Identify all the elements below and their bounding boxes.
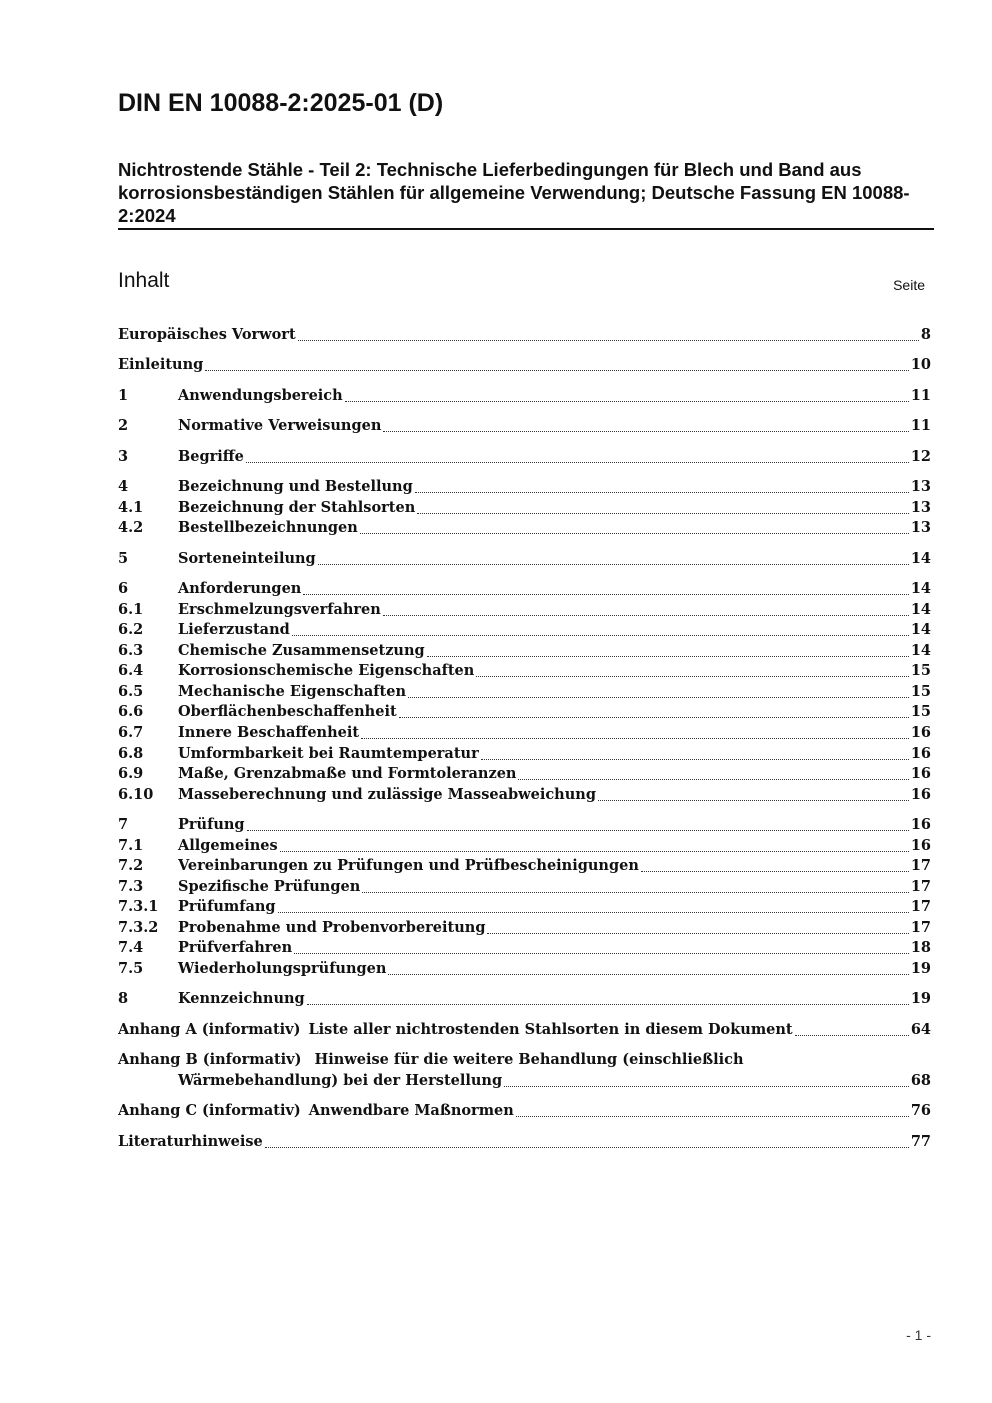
toc-entry-label: Vereinbarungen zu Prüfungen und Prüfbescheinigungen	[178, 857, 639, 874]
toc-entry-label: Prüfung	[178, 816, 245, 833]
toc-entry[interactable]	[118, 764, 931, 784]
toc-entry[interactable]	[118, 938, 931, 958]
toc-entry[interactable]	[118, 702, 931, 722]
annex-head: Anhang A (informativ)	[118, 1021, 301, 1038]
dot-leader	[294, 952, 909, 954]
dot-leader	[408, 696, 909, 698]
toc-entry[interactable]	[118, 836, 931, 856]
dot-leader	[278, 911, 909, 913]
toc-entry-label: Sorteneinteilung	[178, 550, 316, 567]
toc-entry[interactable]	[118, 498, 931, 518]
dot-leader	[487, 932, 908, 934]
toc-entry-label: Erschmelzungsverfahren	[178, 601, 381, 618]
toc-entry-number: 3	[118, 448, 129, 465]
toc-entry-label: Mechanische Eigenschaften	[178, 683, 406, 700]
annex-title-continuation: Wärmebehandlung) bei der Herstellung	[178, 1072, 503, 1089]
dot-leader	[427, 655, 909, 657]
toc-entry[interactable]	[118, 325, 931, 345]
toc-entry-page: 13	[910, 499, 931, 516]
dot-leader	[795, 1034, 909, 1036]
toc-entry-number: 7.3.2	[118, 919, 159, 936]
toc-entry[interactable]	[118, 579, 931, 599]
dot-leader	[265, 1146, 909, 1148]
dot-leader	[360, 532, 909, 534]
toc-entry-number: 4	[118, 478, 129, 495]
toc-entry-label: Spezifische Prüfungen	[178, 878, 361, 895]
toc-entry-label: Anwendungsbereich	[178, 387, 343, 404]
toc-entry-page: 8	[920, 326, 931, 343]
document-subtitle: Nichtrostende Stähle - Teil 2: Technische Lieferbedingungen für Blech und Band aus korrosionsbeständigen Stählen für allgemeine Verwendung; Deutsche Fassung EN 10088-2:2024	[118, 159, 910, 226]
toc-entry[interactable]	[118, 918, 931, 938]
dot-leader	[292, 634, 909, 636]
toc-entry[interactable]	[118, 477, 931, 497]
toc-entry-bibliography[interactable]	[118, 1132, 931, 1152]
toc-entry[interactable]	[118, 386, 931, 406]
table-of-contents	[118, 0, 931, 1403]
toc-entry[interactable]	[118, 897, 931, 917]
toc-entry-number: 1	[118, 387, 129, 404]
toc-entry-number: 7	[118, 816, 129, 833]
toc-entry[interactable]	[118, 641, 931, 661]
toc-entry-number: 6.3	[118, 642, 144, 659]
toc-entry-label: Bezeichnung und Bestellung	[178, 478, 413, 495]
document-title: DIN EN 10088-2:2025-01 (D)	[118, 89, 444, 117]
toc-entry-label: Chemische Zusammensetzung	[178, 642, 425, 659]
toc-entry-label: Lieferzustand	[178, 621, 290, 638]
toc-entry-page: 16	[910, 745, 931, 762]
toc-entry[interactable]	[118, 661, 931, 681]
dot-leader	[476, 675, 909, 677]
dot-leader	[504, 1085, 909, 1087]
toc-entry-page: 17	[910, 878, 931, 895]
dot-leader	[415, 491, 909, 493]
toc-entry[interactable]	[118, 518, 931, 538]
toc-entry[interactable]	[118, 989, 931, 1009]
toc-annex-entry[interactable]	[118, 1101, 931, 1121]
toc-entry-number: 6.6	[118, 703, 144, 720]
toc-entry-number: 6.1	[118, 601, 144, 618]
dot-leader	[247, 829, 909, 831]
toc-entry-number: 6.8	[118, 745, 144, 762]
toc-entry-label: Innere Beschaffenheit	[178, 724, 360, 741]
toc-annex-entry[interactable]	[118, 1050, 931, 1070]
dot-leader	[388, 973, 908, 975]
toc-entry-label: Probenahme und Probenvorbereitung	[178, 919, 486, 936]
toc-entry-page: 16	[910, 837, 931, 854]
dot-leader	[399, 716, 909, 718]
dot-leader	[417, 512, 909, 514]
toc-entry[interactable]	[118, 744, 931, 764]
annex-title: Anwendbare Maßnormen	[308, 1102, 514, 1119]
toc-entry[interactable]	[118, 600, 931, 620]
toc-entry-number: 7.5	[118, 960, 144, 977]
toc-entry[interactable]	[118, 856, 931, 876]
toc-entry-number: 6.2	[118, 621, 144, 638]
toc-entry-page: 14	[910, 580, 931, 597]
toc-entry-page: 10	[910, 356, 931, 373]
dot-leader	[280, 850, 909, 852]
toc-entry[interactable]	[118, 815, 931, 835]
toc-entry-label: Wiederholungsprüfungen	[178, 960, 387, 977]
toc-entry-label: Einleitung	[118, 356, 204, 373]
toc-entry-page: 17	[910, 857, 931, 874]
toc-entry-page: 19	[910, 990, 931, 1007]
toc-entry-number: 7.3.1	[118, 898, 159, 915]
toc-entry-page: 17	[910, 898, 931, 915]
toc-entry-label: Europäisches Vorwort	[118, 326, 296, 343]
dot-leader	[481, 758, 909, 760]
toc-entry-number: 8	[118, 990, 129, 1007]
toc-entry-page: 14	[910, 642, 931, 659]
toc-entry-label: Kennzeichnung	[178, 990, 305, 1007]
dot-leader	[518, 778, 908, 780]
toc-entry-label: Normative Verweisungen	[178, 417, 382, 434]
toc-entry-number: 7.3	[118, 878, 144, 895]
toc-entry-page: 14	[910, 550, 931, 567]
toc-entry-number: 7.1	[118, 837, 144, 854]
page-number: - 1 -	[906, 1327, 931, 1343]
toc-entry-number: 4.1	[118, 499, 144, 516]
toc-entry[interactable]	[118, 620, 931, 640]
toc-entry-label: Bezeichnung der Stahlsorten	[178, 499, 416, 516]
toc-entry-page: 13	[910, 519, 931, 536]
toc-entry[interactable]	[118, 355, 931, 375]
toc-entry-number: 6.9	[118, 765, 144, 782]
toc-entry-page: 18	[910, 939, 931, 956]
toc-entry-page: 16	[910, 724, 931, 741]
toc-entry-label: Korrosionschemische Eigenschaften	[178, 662, 475, 679]
toc-entry[interactable]	[118, 447, 931, 467]
toc-entry-page: 17	[910, 919, 931, 936]
dot-leader	[303, 593, 908, 595]
toc-entry-page: 11	[910, 417, 931, 434]
dot-leader	[516, 1115, 909, 1117]
toc-entry[interactable]	[118, 549, 931, 569]
dot-leader	[318, 563, 909, 565]
toc-entry-label: Prüfverfahren	[178, 939, 293, 956]
toc-entry-page: 16	[910, 816, 931, 833]
toc-annex-entry[interactable]	[118, 1020, 931, 1040]
dot-leader	[598, 799, 909, 801]
toc-entry[interactable]	[118, 416, 931, 436]
toc-annex-entry-continuation[interactable]	[178, 1071, 931, 1091]
dot-leader	[361, 737, 909, 739]
toc-entry-page: 14	[910, 621, 931, 638]
dot-leader	[362, 891, 909, 893]
toc-entry-label: Oberflächenbeschaffenheit	[178, 703, 397, 720]
toc-entry-number: 6.10	[118, 786, 154, 803]
toc-entry-label: Allgemeines	[178, 837, 278, 854]
dot-leader	[345, 400, 909, 402]
toc-entry-label: Masseberechnung und zulässige Masseabweichung	[178, 786, 596, 803]
toc-entry-label: Umformbarkeit bei Raumtemperatur	[178, 745, 479, 762]
page-column-label: Seite	[893, 277, 925, 293]
dot-leader	[383, 430, 908, 432]
toc-entry-label: Prüfumfang	[178, 898, 276, 915]
toc-entry-page: 68	[910, 1072, 931, 1089]
toc-entry-page: 16	[910, 765, 931, 782]
toc-entry-number: 7.4	[118, 939, 144, 956]
toc-entry-label: Anforderungen	[178, 580, 302, 597]
toc-entry[interactable]	[118, 723, 931, 743]
toc-entry-number: 6.7	[118, 724, 144, 741]
dot-leader	[298, 339, 919, 341]
toc-entry-number: 6.5	[118, 683, 144, 700]
toc-entry-number: 2	[118, 417, 129, 434]
dot-leader	[205, 369, 909, 371]
toc-entry-number: 5	[118, 550, 129, 567]
toc-entry-page: 16	[910, 786, 931, 803]
toc-entry-page: 76	[910, 1102, 931, 1119]
toc-entry-page: 15	[910, 683, 931, 700]
toc-entry[interactable]	[118, 682, 931, 702]
toc-entry-label: Begriffe	[178, 448, 244, 465]
annex-head: Anhang B (informativ)	[118, 1051, 302, 1068]
toc-entry[interactable]	[118, 785, 931, 805]
toc-heading: Inhalt	[118, 269, 170, 292]
toc-entry-page: 13	[910, 478, 931, 495]
toc-entry-page: 77	[910, 1133, 931, 1150]
toc-entry-number: 7.2	[118, 857, 144, 874]
toc-entry-page: 15	[910, 703, 931, 720]
annex-title: Hinweise für die weitere Behandlung (einschließlich	[314, 1051, 744, 1068]
toc-entry-page: 15	[910, 662, 931, 679]
toc-entry-label: Maße, Grenzabmaße und Formtoleranzen	[178, 765, 517, 782]
toc-entry[interactable]	[118, 877, 931, 897]
toc-entry-page: 19	[910, 960, 931, 977]
toc-entry-page: 12	[910, 448, 931, 465]
toc-entry-page: 64	[910, 1021, 931, 1038]
toc-entry-number: 6	[118, 580, 129, 597]
toc-entry-page: 11	[910, 387, 931, 404]
dot-leader	[246, 461, 909, 463]
annex-head: Anhang C (informativ)	[118, 1102, 301, 1119]
dot-leader	[641, 870, 909, 872]
toc-entry-label: Literaturhinweise	[118, 1133, 263, 1150]
dot-leader	[307, 1003, 909, 1005]
toc-entry-label: Bestellbezeichnungen	[178, 519, 358, 536]
toc-entry-number: 4.2	[118, 519, 144, 536]
annex-title: Liste aller nichtrostenden Stahlsorten in diesem Dokument	[308, 1021, 793, 1038]
dot-leader	[383, 614, 909, 616]
toc-entry[interactable]	[118, 959, 931, 979]
toc-entry-page: 14	[910, 601, 931, 618]
toc-entry-number: 6.4	[118, 662, 144, 679]
